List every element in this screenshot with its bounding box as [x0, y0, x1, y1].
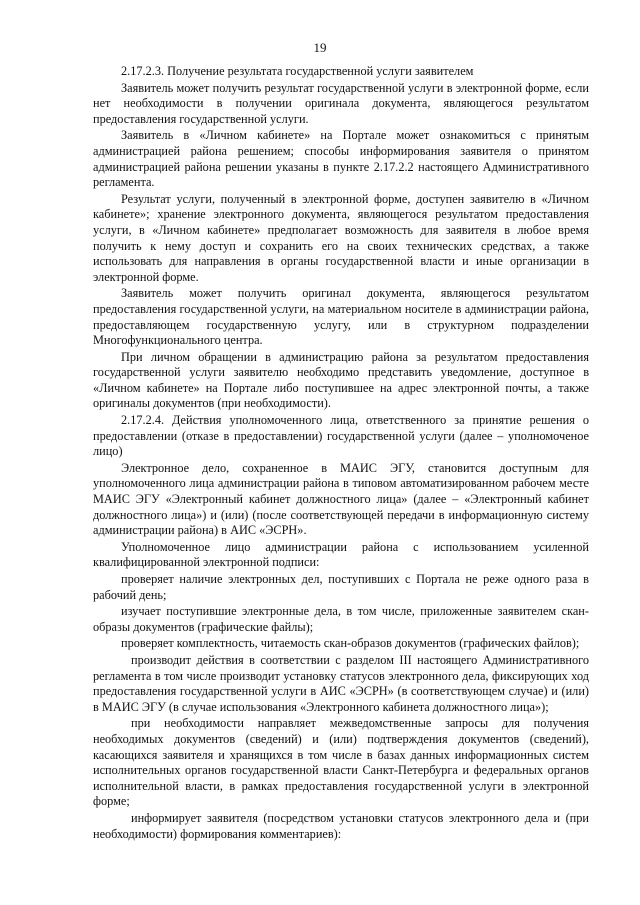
- paragraph: Заявитель может получить оригинал документа, являющегося результатом предоставления государственной услуги, на материальном носителе в администрации района, предоставляющем государственную услугу, или в структурном подразделении Многофункционального центра.: [93, 286, 589, 348]
- paragraph: Заявитель может получить результат государственной услуги в электронной форме, если нет необходимости в получении оригинала документа, являющегося результатом предоставления государственной услуги.: [93, 80, 589, 126]
- list-item: изучает поступившие электронные дела, в том числе, приложенные заявителем скан-образы документов (графические файлы);: [93, 604, 589, 634]
- paragraph: Уполномоченное лицо администрации района с использованием усиленной квалифицированной электронной подписи:: [93, 539, 589, 570]
- paragraph: Результат услуги, полученный в электронной форме, доступен заявителю в «Личном кабинете»; хранение электронного документа, являющегося результатом предоставления услуги, в «Личном кабинете» предполагает возможность для заявителя в любое время получить к нему доступ и сохранить его на своих технических средствах, а также использовать для направления в органы государственной власти и иные организации в электронной форме.: [93, 191, 589, 284]
- list-item: производит действия в соответствии с разделом III настоящего Административного регламента в том числе производит установку статусов электронного дела, фиксирующих ход предоставления государственной услуги в АИС «ЭСРН» (в соответствующем случае) и (или) в МАИС ЭГУ (в случае использования «Электронного кабинета должностного лица»);: [93, 652, 589, 714]
- paragraph: Заявитель в «Личном кабинете» на Портале может ознакомиться с принятым администрацией района решением; способы информирования заявителя о принятом администрацией района решении указаны в пункте 2.17.2.2 настоящего Административного регламента.: [93, 128, 589, 190]
- document-body: [93, 64, 589, 842]
- paragraph: Электронное дело, сохраненное в МАИС ЭГУ, становится доступным для уполномоченного лица администрации района в типовом автоматизированном рабочем месте МАИС ЭГУ «Электронный кабинет должностного лица» (далее – «Электронный кабинет должностного лица») и (или) (после соответствующей передачи в информационную систему администрации района) в АИС «ЭСРН».: [93, 460, 589, 538]
- section-heading: 2.17.2.4. Действия уполномоченного лица, ответственного за принятие решения о предоставлении (отказе в предоставлении) государственной услуги (далее – уполномоченое лицо): [93, 413, 589, 459]
- section-heading: 2.17.2.3. Получение результата государственной услуги заявителем: [121, 64, 474, 78]
- page-number: 19: [313, 40, 327, 55]
- list-item: информирует заявителя (посредством установки статусов электронного дела и (при необходимости) формирования комментариев):: [93, 810, 589, 841]
- list-item: при необходимости направляет межведомственные запросы для получения необходимых документов (сведений) и (или) подтверждения документов (сведений), касающихся заявителя и хранящихся в том числе в базах данных информационных систем исполнительных органов государственной власти Санкт-Петербурга и федеральных органов исполнительной власти, в рамках предоставления государственной услуги в электронной форме;: [93, 716, 589, 809]
- list-item: проверяет наличие электронных дел, поступивших с Портала не реже одного раза в рабочий день;: [93, 572, 589, 602]
- list-item: проверяет комплектность, читаемость скан-образов документов (графических файлов);: [121, 636, 580, 651]
- paragraph: При личном обращении в администрацию района за результатом предоставления государственной услуги заявителю необходимо представить уведомление, доступное в «Личном кабинете» на Портале либо поступившее на адрес электронной почты, а также оригиналы документов (при необходимости).: [93, 349, 589, 411]
